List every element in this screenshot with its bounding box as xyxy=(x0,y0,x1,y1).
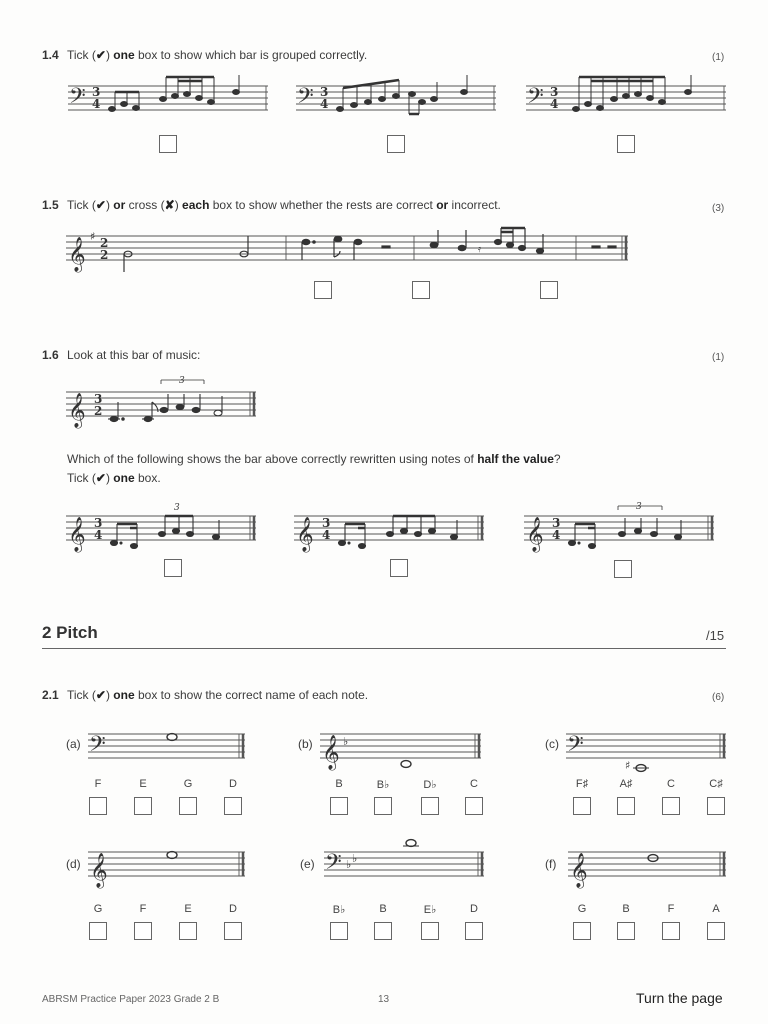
svg-text:𝄢: 𝄢 xyxy=(527,84,544,114)
q1-5-answer-box-3[interactable] xyxy=(540,281,558,299)
q1-4-answer-box-3[interactable] xyxy=(617,135,635,153)
svg-text:𝄞: 𝄞 xyxy=(570,853,588,888)
answer-box-a-4[interactable] xyxy=(224,797,242,815)
option-label: G xyxy=(93,903,103,915)
option-label: C xyxy=(470,778,478,790)
question-text-2: Which of the following shows the bar above correctly rewritten using notes of half the value? xyxy=(67,452,561,466)
svg-text:4: 4 xyxy=(550,97,559,111)
svg-text:3: 3 xyxy=(94,516,103,530)
svg-text:3: 3 xyxy=(550,85,559,99)
option-label: F xyxy=(667,903,675,915)
option-label: G xyxy=(577,903,587,915)
answer-box-a-1[interactable] xyxy=(89,797,107,815)
option-label: B xyxy=(335,778,343,790)
svg-text:2: 2 xyxy=(94,404,103,418)
q2-1-row2-staves xyxy=(88,838,728,898)
svg-text:2: 2 xyxy=(100,236,109,250)
question-text: Look at this bar of music: xyxy=(67,348,201,362)
svg-text:2: 2 xyxy=(100,248,109,262)
answer-box-f-1[interactable] xyxy=(573,922,591,940)
section-title: 2 Pitch xyxy=(42,623,98,642)
answer-box-d-3[interactable] xyxy=(179,922,197,940)
svg-text:𝄢: 𝄢 xyxy=(69,84,86,114)
answer-box-a-3[interactable] xyxy=(179,797,197,815)
question-number: 2.1 xyxy=(42,688,59,702)
answer-box-e-1[interactable] xyxy=(330,922,348,940)
page-number: 13 xyxy=(378,994,390,1005)
option-label: C xyxy=(667,778,675,790)
option-label: B xyxy=(622,903,630,915)
option-label: C♯ xyxy=(709,778,723,790)
option-label: A xyxy=(712,903,720,915)
option-label: F xyxy=(139,903,147,915)
answer-box-c-2[interactable] xyxy=(617,797,635,815)
q1-5-staff xyxy=(66,222,636,278)
option-label: D xyxy=(470,903,478,915)
q1-6-answer-box-2[interactable] xyxy=(390,559,408,577)
svg-text:𝄞: 𝄞 xyxy=(68,517,86,552)
question-number: 1.4 xyxy=(42,48,59,62)
svg-text:3: 3 xyxy=(174,503,180,513)
answer-box-e-2[interactable] xyxy=(374,922,392,940)
q1-5-answer-box-2[interactable] xyxy=(412,281,430,299)
question-number: 1.5 xyxy=(42,198,59,212)
answer-box-b-1[interactable] xyxy=(330,797,348,815)
answer-box-b-4[interactable] xyxy=(465,797,483,815)
svg-text:3: 3 xyxy=(636,502,642,512)
marks: (1) xyxy=(712,52,725,63)
option-label: D xyxy=(229,903,237,915)
option-label: F♯ xyxy=(575,778,589,790)
svg-text:3: 3 xyxy=(320,85,329,99)
svg-text:♯: ♯ xyxy=(90,230,96,243)
q1-6-original-bar xyxy=(66,372,266,434)
item-label-d: (d) xyxy=(66,857,81,871)
svg-text:♭: ♭ xyxy=(343,735,349,748)
item-label-e: (e) xyxy=(300,857,315,871)
marks: (6) xyxy=(712,692,725,703)
q1-4-answer-box-2[interactable] xyxy=(387,135,405,153)
question-number: 1.6 xyxy=(42,348,59,362)
answer-box-d-2[interactable] xyxy=(134,922,152,940)
svg-text:𝄞: 𝄞 xyxy=(526,517,544,552)
svg-text:𝄢: 𝄢 xyxy=(297,84,314,114)
svg-text:♯: ♯ xyxy=(625,759,631,772)
question-text: Tick (✔) one box to show which bar is grouped correctly. xyxy=(67,48,368,62)
svg-text:4: 4 xyxy=(94,528,103,542)
item-label-c: (c) xyxy=(545,737,559,751)
answer-box-f-3[interactable] xyxy=(662,922,680,940)
option-label: B xyxy=(379,903,387,915)
answer-box-c-3[interactable] xyxy=(662,797,680,815)
svg-text:𝄞: 𝄞 xyxy=(90,853,108,888)
svg-text:3: 3 xyxy=(179,376,185,386)
section-rule xyxy=(42,648,726,649)
answer-box-e-3[interactable] xyxy=(421,922,439,940)
svg-text:𝄞: 𝄞 xyxy=(322,735,340,770)
answer-box-b-2[interactable] xyxy=(374,797,392,815)
svg-text:𝄢: 𝄢 xyxy=(325,850,342,880)
svg-text:𝄞: 𝄞 xyxy=(68,393,86,428)
turn-the-page: Turn the page xyxy=(636,990,723,1006)
svg-text:4: 4 xyxy=(92,97,101,111)
answer-box-e-4[interactable] xyxy=(465,922,483,940)
svg-text:𝄿: 𝄿 xyxy=(478,244,482,255)
svg-text:𝄞: 𝄞 xyxy=(296,517,314,552)
marks: (1) xyxy=(712,352,725,363)
svg-text:♭: ♭ xyxy=(352,852,358,865)
question-instruction: Tick (✔) one box. xyxy=(67,471,161,485)
answer-box-d-1[interactable] xyxy=(89,922,107,940)
section-marks: /15 xyxy=(706,628,725,643)
svg-text:4: 4 xyxy=(320,97,329,111)
option-label: E xyxy=(184,903,192,915)
svg-text:𝄢: 𝄢 xyxy=(89,732,106,762)
svg-text:𝄢: 𝄢 xyxy=(567,732,584,762)
q1-4-answer-box-1[interactable] xyxy=(159,135,177,153)
svg-text:4: 4 xyxy=(552,528,561,542)
q2-1-row1-staves xyxy=(88,722,728,782)
answer-box-b-3[interactable] xyxy=(421,797,439,815)
option-label: G xyxy=(183,778,193,790)
svg-text:3: 3 xyxy=(92,85,101,99)
item-label-b: (b) xyxy=(298,737,313,751)
option-label: D♭ xyxy=(423,779,437,791)
answer-box-c-4[interactable] xyxy=(707,797,725,815)
svg-text:3: 3 xyxy=(322,516,331,530)
q1-5-answer-box-1[interactable] xyxy=(314,281,332,299)
answer-box-d-4[interactable] xyxy=(224,922,242,940)
answer-box-a-2[interactable] xyxy=(134,797,152,815)
svg-text:♭: ♭ xyxy=(346,858,352,871)
option-label: B♭ xyxy=(332,904,346,916)
answer-box-f-2[interactable] xyxy=(617,922,635,940)
svg-text:𝄞: 𝄞 xyxy=(68,237,86,272)
footer-title: ABRSM Practice Paper 2023 Grade 2 B xyxy=(42,994,220,1005)
q1-4-staves xyxy=(68,72,728,122)
item-label-a: (a) xyxy=(66,737,81,751)
svg-text:3: 3 xyxy=(552,516,561,530)
item-label-f: (f) xyxy=(545,857,557,871)
q1-6-options-staves xyxy=(66,498,716,554)
option-label: E♭ xyxy=(423,904,437,916)
marks: (3) xyxy=(712,203,725,214)
option-label: D xyxy=(229,778,237,790)
option-label: F xyxy=(94,778,102,790)
question-text: Tick (✔) one box to show the correct name of each note. xyxy=(67,688,369,702)
svg-text:4: 4 xyxy=(322,528,331,542)
question-text: Tick (✔) or cross (✘) each box to show whether the rests are correct or incorrect. xyxy=(67,198,501,212)
q1-6-answer-box-3[interactable] xyxy=(614,560,632,578)
option-label: B♭ xyxy=(376,779,390,791)
svg-text:3: 3 xyxy=(94,392,103,406)
q1-6-answer-box-1[interactable] xyxy=(164,559,182,577)
option-label: A♯ xyxy=(619,778,633,790)
option-label: E xyxy=(139,778,147,790)
answer-box-f-4[interactable] xyxy=(707,922,725,940)
answer-box-c-1[interactable] xyxy=(573,797,591,815)
